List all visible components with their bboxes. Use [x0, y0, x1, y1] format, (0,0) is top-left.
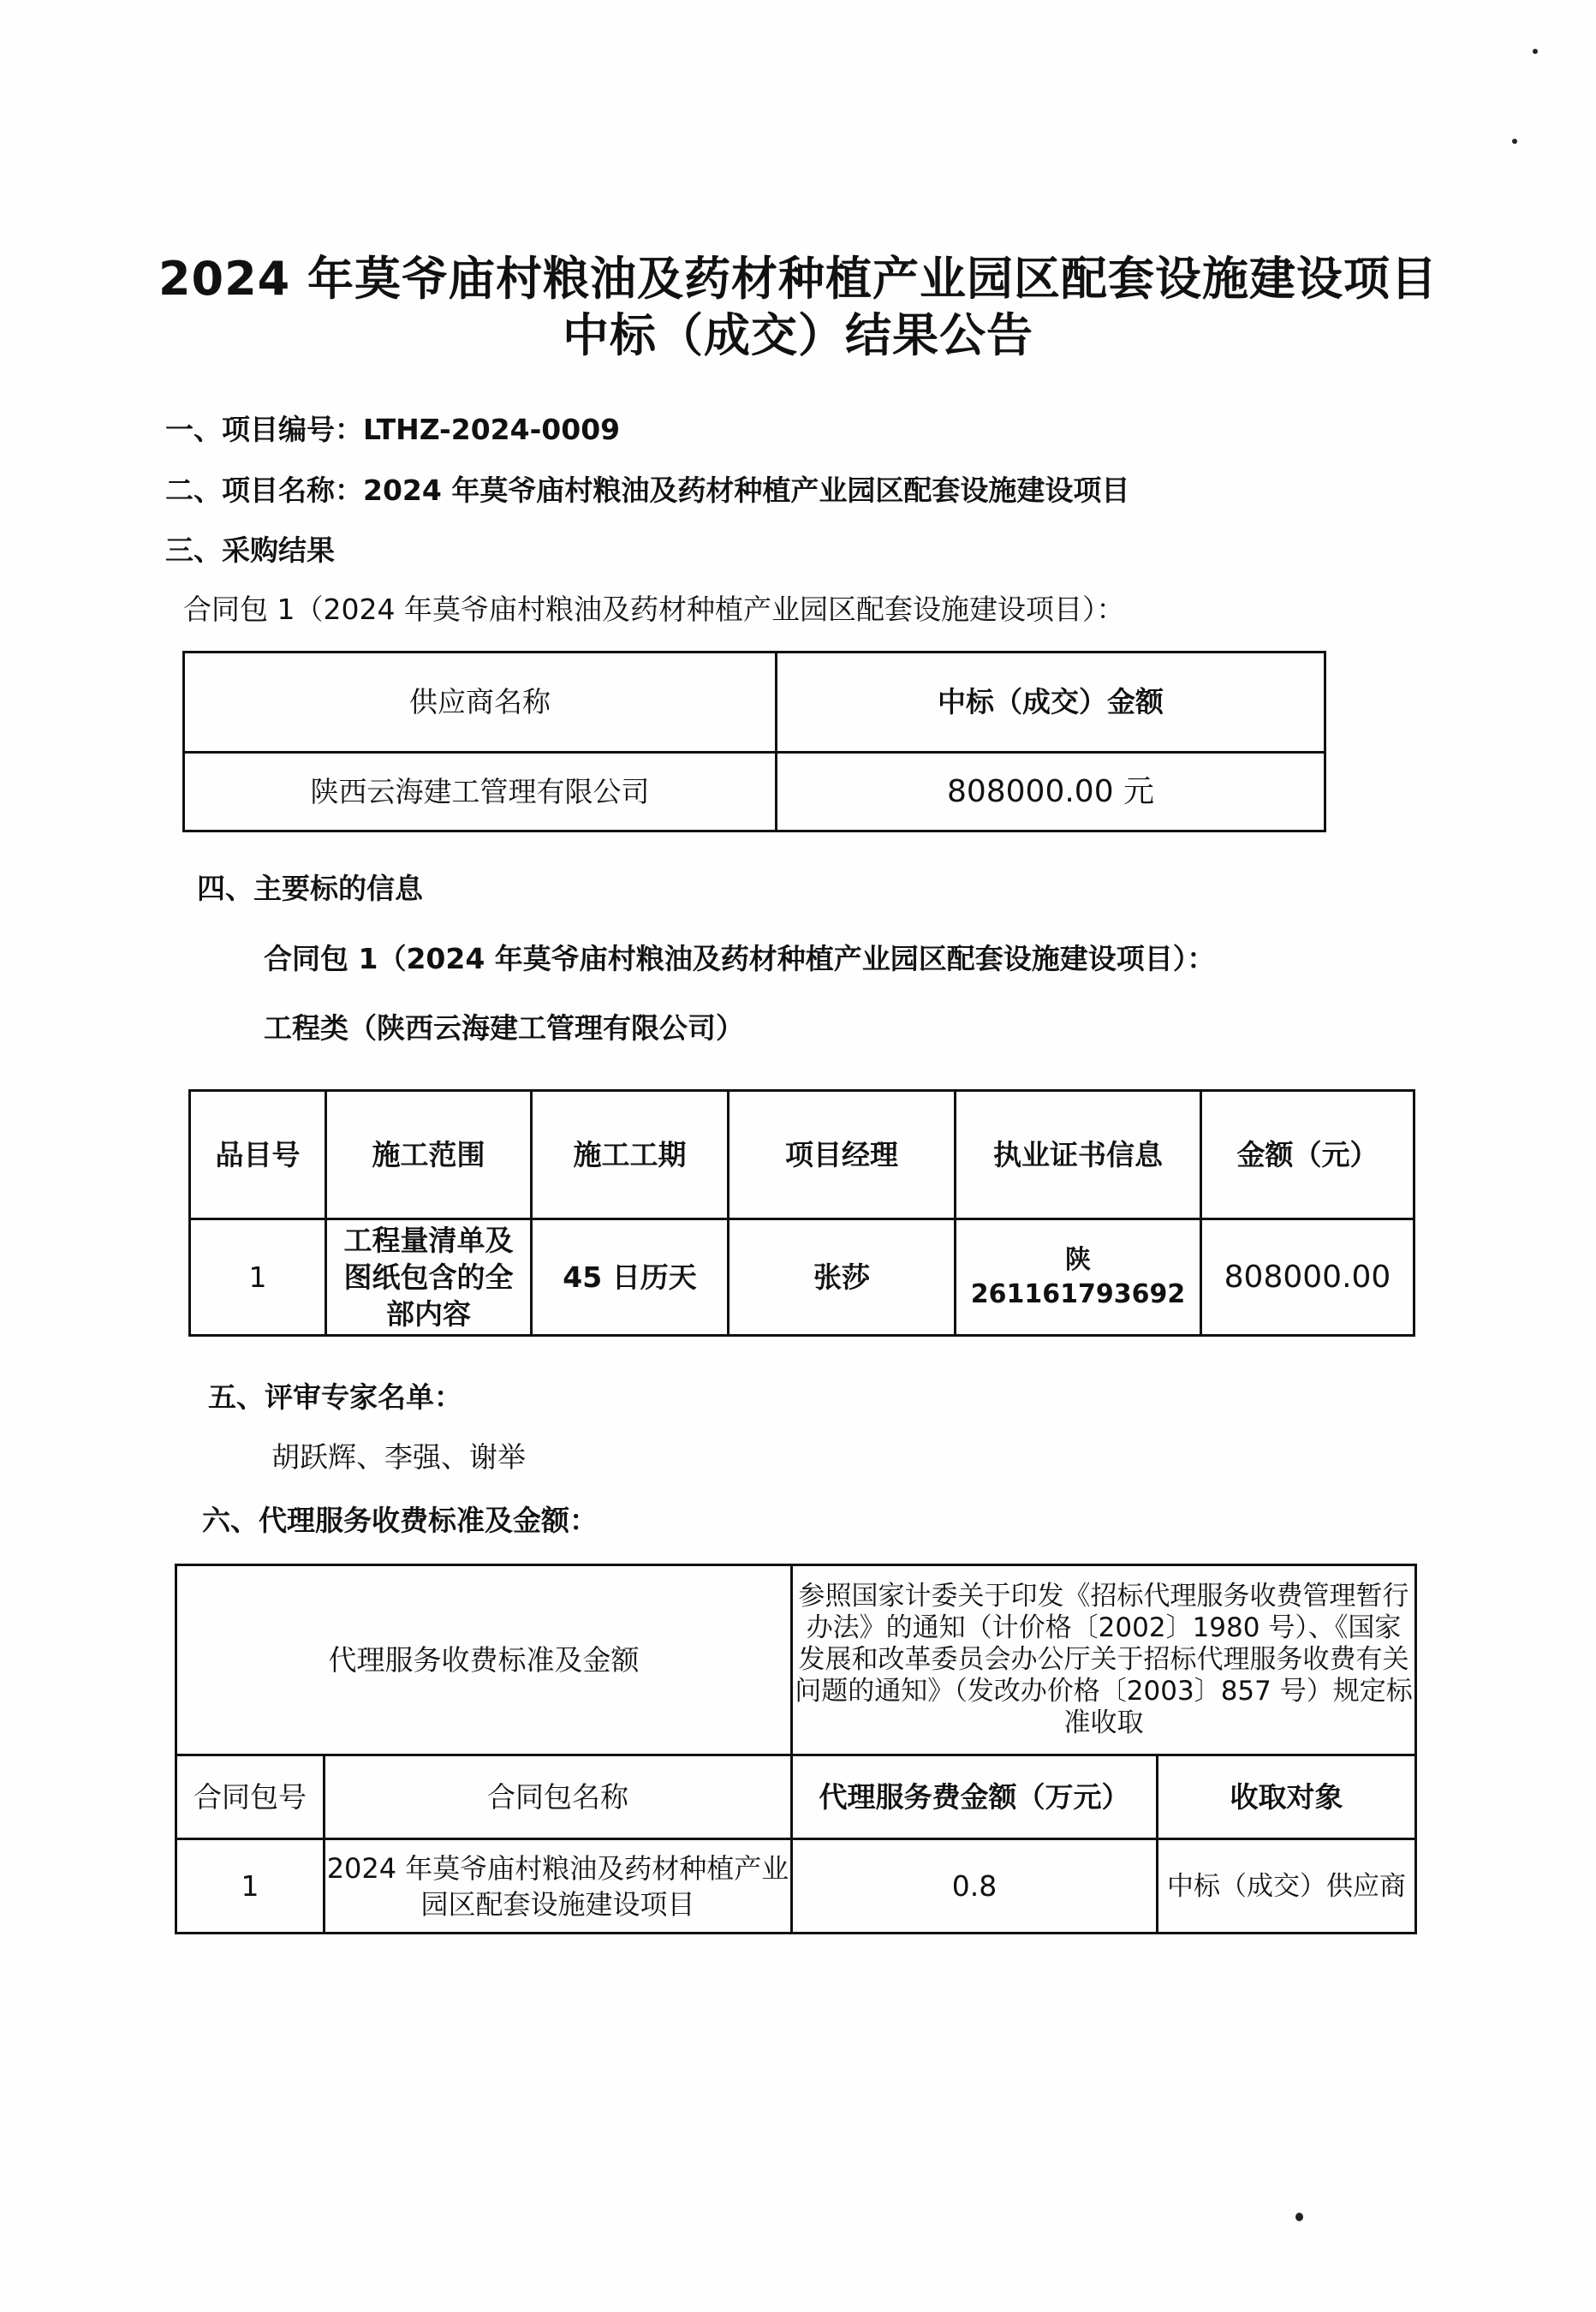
header-package-name: 合同包名称	[325, 1755, 792, 1839]
amount: 808000.00	[1201, 1219, 1414, 1336]
fee-table	[175, 1564, 1417, 1934]
project-number: 一、项目编号：LTHZ-2024-0009	[165, 413, 621, 446]
fee-amount: 0.8	[792, 1839, 1158, 1934]
header-duration: 施工工期	[532, 1091, 729, 1219]
fee-standard-text: 参照国家计委关于印发《招标代理服务收费管理暂行办法》的通知（计价格〔2002〕1980 号）、《国家发展和改革委员会办公厅关于招标代理服务收费有关问题的通知》（发改办价格〔2003〕857 号）规定标准收取	[792, 1565, 1416, 1755]
header-scope: 施工范围	[326, 1091, 532, 1219]
duration: 45 日历天	[532, 1219, 729, 1336]
header-charge-target: 收取对象	[1158, 1755, 1416, 1839]
header-award-amount: 中标（成交）金额	[777, 652, 1325, 753]
subject-table	[188, 1089, 1415, 1337]
expert-names: 胡跃辉、李强、谢举	[271, 1440, 526, 1474]
result-table	[182, 651, 1326, 832]
fee-table-header	[176, 1755, 1416, 1839]
scan-speck	[1512, 139, 1517, 144]
award-amount: 808000.00 元	[777, 753, 1325, 831]
table-row	[176, 1839, 1416, 1934]
package-no: 1	[176, 1839, 325, 1934]
subject-package-label: 合同包 1（2024 年莫爷庙村粮油及药材种植产业园区配套设施建设项目）：	[264, 942, 1216, 975]
title-line-1: 2024 年莫爷庙村粮油及药材种植产业园区配套设施建设项目	[158, 252, 1438, 306]
item-no: 1	[190, 1219, 326, 1336]
subject-table-header	[190, 1091, 1414, 1219]
scope: 工程量清单及图纸包含的全部内容	[326, 1219, 532, 1336]
section-procurement-result: 三、采购结果	[165, 533, 335, 567]
table-row	[190, 1219, 1414, 1336]
header-amount: 金额（元）	[1201, 1091, 1414, 1219]
supplier-name: 陕西云海建工管理有限公司	[184, 753, 777, 831]
certificate: 陕 261161793692	[956, 1219, 1201, 1336]
result-table-header	[184, 652, 1325, 753]
manager: 张莎	[729, 1219, 956, 1336]
section-agency-fee: 六、代理服务收费标准及金额：	[202, 1504, 598, 1537]
section-experts: 五、评审专家名单：	[208, 1380, 462, 1414]
project-name: 二、项目名称：2024 年莫爷庙村粮油及药材种植产业园区配套设施建设项目	[165, 474, 1130, 507]
fee-standard-row	[176, 1565, 1416, 1755]
section-main-subject: 四、主要标的信息	[197, 872, 423, 905]
page-title	[0, 251, 1596, 364]
header-package-no: 合同包号	[176, 1755, 325, 1839]
package-name: 2024 年莫爷庙村粮油及药材种植产业园区配套设施建设项目	[325, 1839, 792, 1934]
header-item-no: 品目号	[190, 1091, 326, 1219]
title-line-2: 中标（成交）结果公告	[563, 308, 1033, 362]
subject-category: 工程类（陕西云海建工管理有限公司）	[264, 1011, 744, 1045]
scan-speck	[1533, 49, 1538, 54]
header-manager: 项目经理	[729, 1091, 956, 1219]
charge-target: 中标（成交）供应商	[1158, 1839, 1416, 1934]
header-supplier-name: 供应商名称	[184, 652, 777, 753]
header-certificate: 执业证书信息	[956, 1091, 1201, 1219]
header-fee-amount: 代理服务费金额（万元）	[792, 1755, 1158, 1839]
result-package-label: 合同包 1（2024 年莫爷庙村粮油及药材种植产业园区配套设施建设项目）：	[183, 593, 1125, 626]
fee-standard-label: 代理服务收费标准及金额	[176, 1565, 792, 1755]
table-row	[184, 753, 1325, 831]
scan-speck	[1295, 2213, 1303, 2221]
